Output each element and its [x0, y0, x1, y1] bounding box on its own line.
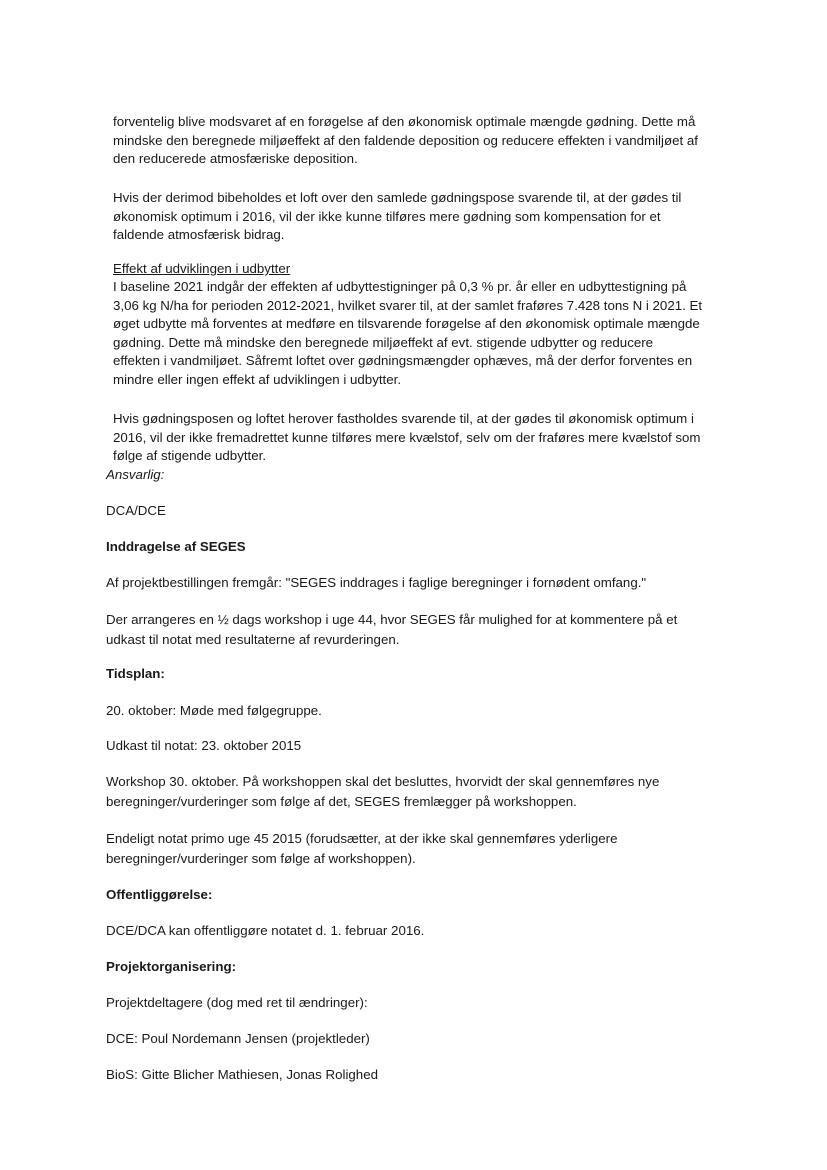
paragraph-baseline: I baseline 2021 indgår der effekten af udbyttestigninger på 0,3 % pr. år eller en udbyttestigning på 3,06 kg N/ha for perioden 2012-2021, hvilket svarer til, at der samlet fraføres 7.428 tons N i 2021. Et øget udbytte må forventes at medføre en tilsvarende forøgelse af den økonomisk optimale mængde gødning. Dette må mindske den beregnede miljøeffekt af evt. stigende udbytter og reducere effekten i vandmiljøet. Såfremt loftet over gødningsmængder ophæves, må der derfor forventes en mindre eller ingen effekt af udviklingen i udbytter.: [113, 279, 703, 387]
ansvarlig-label: Ansvarlig:: [106, 467, 165, 482]
heading-seges: Inddragelse af SEGES: [106, 539, 246, 554]
tidsplan-item-1: 20. oktober: Møde med følgegruppe.: [106, 703, 322, 718]
tidsplan-item-2: Udkast til notat: 23. oktober 2015: [106, 738, 302, 753]
paragraph-loft: Hvis der derimod bibeholdes et loft over den samlede gødningspose svarende til, at der gødes til økonomisk optimum i 2016, vil der ikke kunne tilføres mere gødning som kompensation for et faldende atmosfærisk bidrag.: [113, 190, 682, 243]
tidsplan-item-3: Workshop 30. oktober. På workshoppen skal det besluttes, hvorvidt der skal gennemføres nye beregninger/vurderinger som følge af det, SEGES fremlægger på workshoppen.: [106, 774, 660, 809]
paragraph-seges-workshop: Der arrangeres en ½ dags workshop i uge 44, hvor SEGES får mulighed for at kommentere på et udkast til notat med resultaterne af revurderingen.: [106, 612, 678, 647]
paragraph-goedningspose: Hvis gødningsposen og loftet herover fastholdes svarende til, at der gødes til økonomisk optimum i 2016, vil der ikke fremadrettet kunne tilføres mere kvælstof, selv om der fraføres mere kvælstof som følge af stigende udbytter.: [113, 411, 701, 464]
participant-bios: BioS: Gitte Blicher Mathiesen, Jonas Rolighed: [106, 1067, 378, 1082]
heading-offentliggoerelse: Offentliggørelse:: [106, 887, 213, 902]
heading-tidsplan: Tidsplan:: [106, 666, 165, 681]
tidsplan-item-4: Endeligt notat primo uge 45 2015 (forudsætter, at der ikke skal gennemføres yderligere beregninger/vurderinger som følge af workshoppen).: [106, 831, 618, 866]
paragraph-seges-bestilling: Af projektbestillingen fremgår: "SEGES inddrages i faglige beregninger i fornødent omfang.": [106, 575, 647, 590]
heading-effekt-udbytter: Effekt af udviklingen i udbytter: [113, 261, 291, 276]
offentliggoerelse-text: DCE/DCA kan offentliggøre notatet d. 1. februar 2016.: [106, 923, 425, 938]
participant-dce: DCE: Poul Nordemann Jensen (projektleder): [106, 1031, 370, 1046]
projektdeltagere-intro: Projektdeltagere (dog med ret til ændringer):: [106, 995, 368, 1010]
ansvarlig-value: DCA/DCE: [106, 503, 166, 518]
heading-projektorganisering: Projektorganisering:: [106, 959, 237, 974]
paragraph-deposition: forventelig blive modsvaret af en forøgelse af den økonomisk optimale mængde gødning. Dette må mindske den beregnede miljøeffekt af den faldende deposition og reducere effekten i vandmiljøet af den reducerede atmosfæriske deposition.: [113, 114, 698, 167]
